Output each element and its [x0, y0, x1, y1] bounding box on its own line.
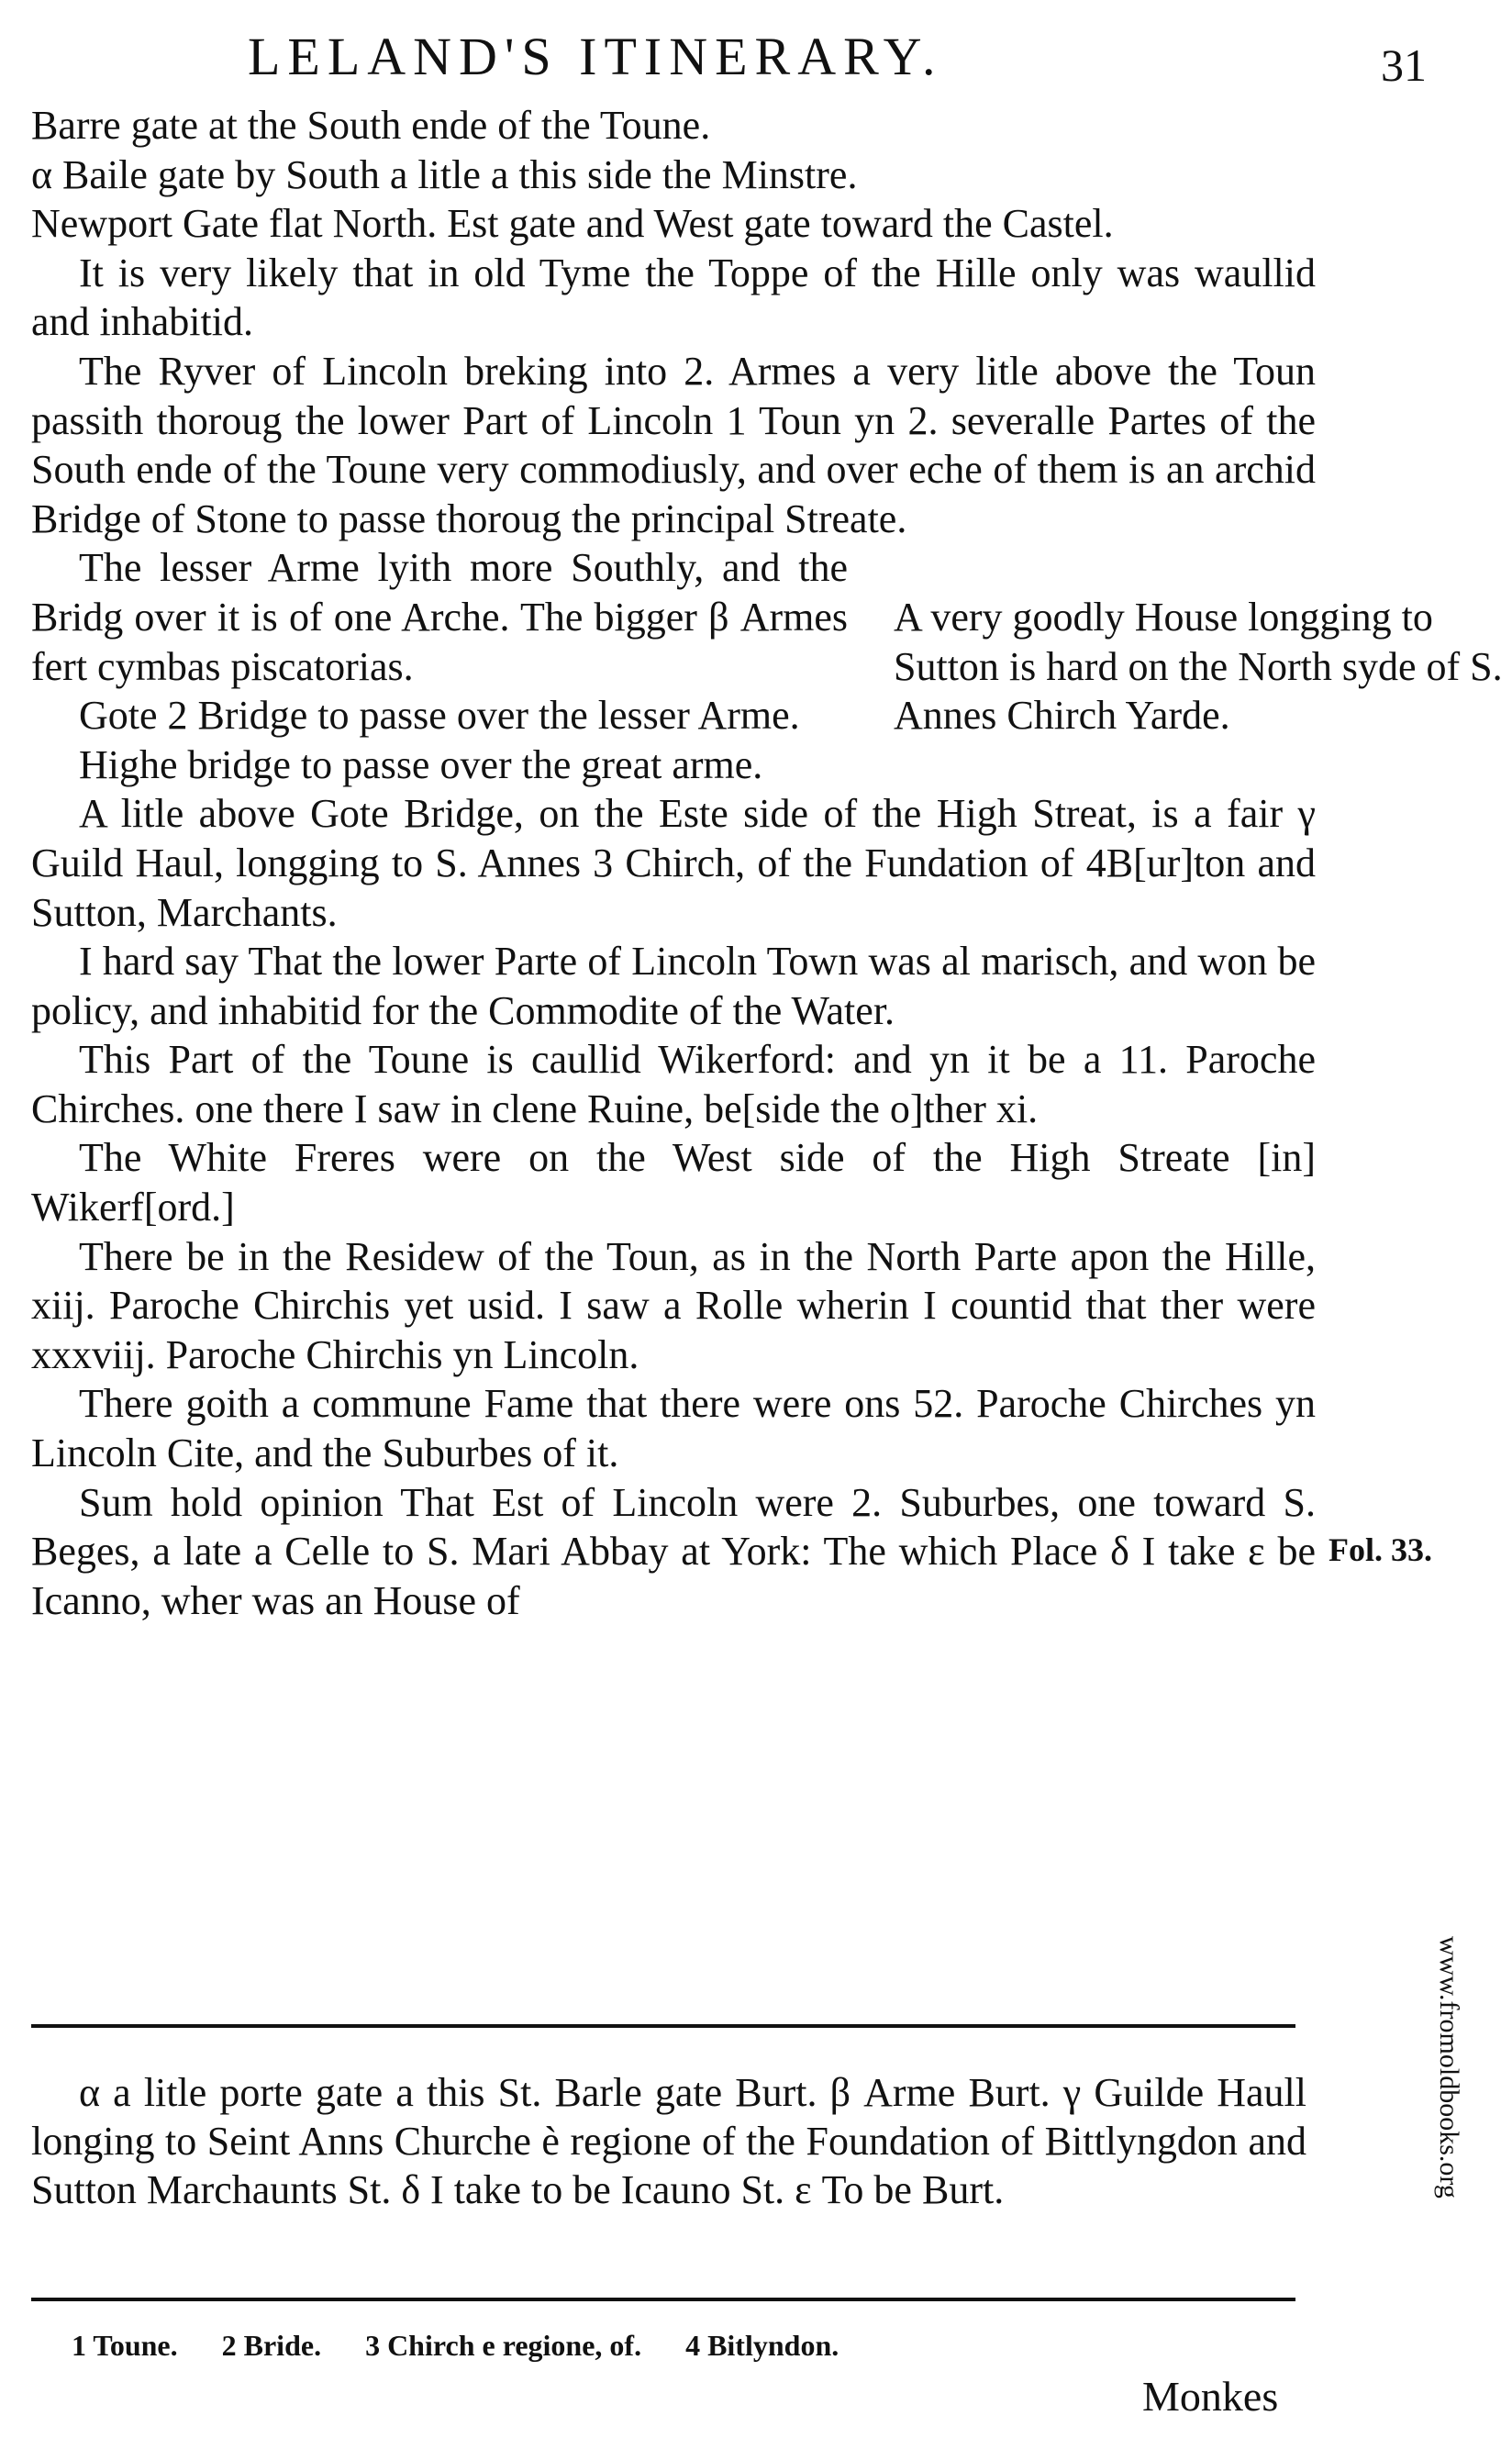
paragraph: Newport Gate flat North. Est gate and West gate toward the Castel. [31, 201, 1114, 247]
paragraph: It is very likely that in old Tyme the Toppe of the Hille only was waullid and inhabitid. [31, 250, 1316, 345]
paragraph: There goith a commune Fame that there were ons 52. Paroche Chirches yn Lincoln Cite, and the Suburbes of it. [31, 1381, 1316, 1476]
divider-rule [31, 2024, 1295, 2028]
side-paragraph: A very goodly House longging to Sutton is hard on the North syde of S. Annes Chirch Yarde. [894, 594, 1503, 739]
paragraph: A litle above Gote Bridge, on the Este side of the High Streat, is a fair γ Guild Haul, longging to S. Annes 3 Chirch, of the Fundation of 4B[ur]ton and Sutton, Marchants. [31, 791, 1316, 935]
paragraph: This Part of the Toune is caullid Wikerford: and yn it be a 11. Paroche Chirches. one there I saw in clene Ruine, be[side the o]ther xi. [31, 1037, 1316, 1131]
catchword: Monkes [1142, 2373, 1279, 2420]
footnote: 1 Toune. [72, 2329, 178, 2362]
footnote: 4 Bitlyndon. [685, 2329, 839, 2362]
two-column-block [31, 543, 1503, 740]
notes-block [31, 2068, 1306, 2214]
paragraph: The lesser Arme lyith more Southly, and the Bridg over it is of one Arche. The bigger β Armes fert cymbas piscatorias. [31, 545, 848, 689]
paragraph: I hard say That the lower Parte of Lincoln Town was al marisch, and won be policy, and inhabitid for the Commodite of the Water. [31, 939, 1316, 1033]
paragraph: The Ryver of Lincoln breking into 2. Armes a very litle above the Toun passith thoroug the lower Part of Lincoln 1 Toun yn 2. severalle Partes of the South ende of the Toune very commodiusly, and over eche of them is an archid Bridge of Stone to passe thoroug the principal Streate. [31, 348, 1316, 541]
paragraph: Gote 2 Bridge to passe over the lesser Arme. [79, 693, 800, 739]
notes-text: α a litle porte gate a this St. Barle gate Burt. β Arme Burt. γ Guilde Haull longing to Seint Anns Churche è regione of the Foundation of Bittlyngdon and Sutton Marchaunts St. δ I take to be Icauno St. ε To be Burt. [31, 2070, 1306, 2212]
paragraph: The White Freres were on the West side of the High Streate [in] Wikerf[ord.] [31, 1135, 1316, 1230]
running-head: LELAND'S ITINERARY. [248, 27, 943, 86]
paragraph: Barre gate at the South ende of the Toune. [31, 103, 711, 148]
footnote: 2 Bride. [221, 2329, 322, 2362]
footnote: 3 Chirch e regione, of. [365, 2329, 642, 2362]
paragraph: Highe bridge to passe over the great arme. [79, 741, 763, 787]
footnotes [72, 2329, 839, 2363]
paragraph: α Baile gate by South a litle a this side the Minstre. [31, 151, 858, 197]
paragraph: There be in the Residew of the Toun, as in the North Parte apon the Hille, xiij. Paroche Chirchis yet usid. I saw a Rolle wherin I countid that ther were xxxviij. Paroche Chirchis yn Lincoln. [31, 1233, 1316, 1377]
divider-rule [31, 2298, 1295, 2301]
watermark: www.fromoldbooks.org [1434, 1936, 1464, 2199]
page-number: 31 [1381, 39, 1427, 91]
left-column [31, 543, 848, 740]
right-column [894, 543, 1508, 740]
margin-note: Fol. 33. [1329, 1531, 1432, 1568]
paragraph: Sum hold opinion That Est of Lincoln were 2. Suburbes, one toward S. Beges, a late a Celle to S. Mari Abbay at York: The which Place δ I take ε be Icanno, wher was an House of [31, 1479, 1316, 1623]
